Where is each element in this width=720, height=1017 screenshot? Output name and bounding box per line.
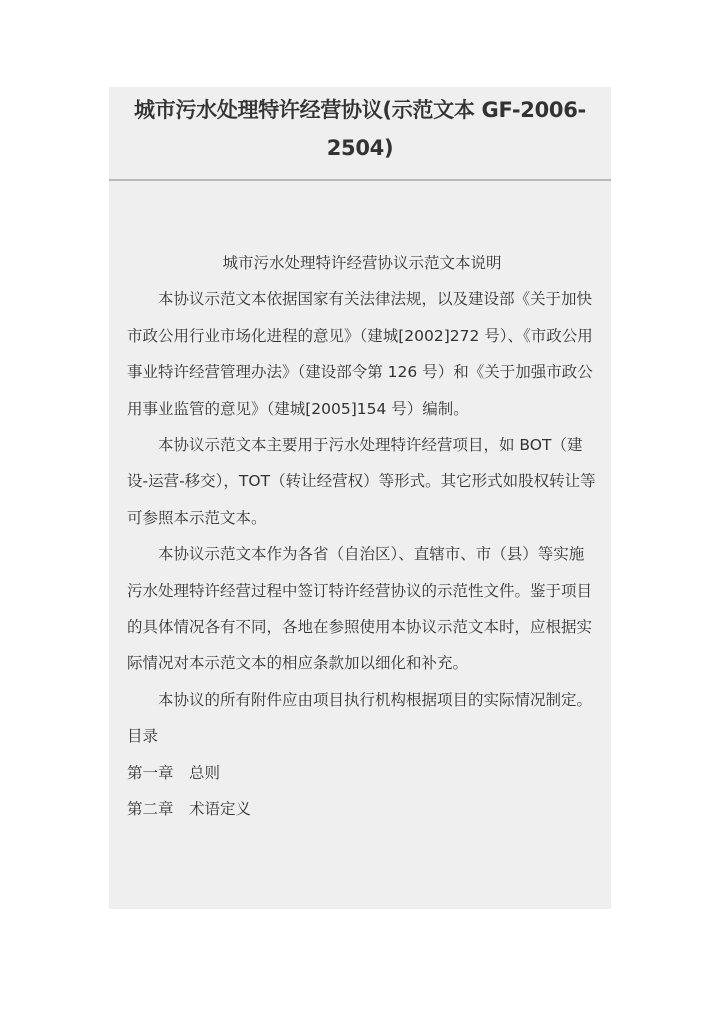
document-body [127, 245, 597, 828]
toc-item[interactable] [127, 791, 597, 827]
toc-item[interactable] [127, 755, 597, 791]
toc-chapter-name: 总则 [189, 763, 221, 782]
toc-chapter-name: 术语定义 [189, 800, 252, 819]
paragraph-scope: 本协议示范文本主要用于污水处理特许经营项目，如 BOT（建设-运营-移交），TOT（转让经营权）等形式。其它形式如股权转让等可参照本示范文本。 [127, 436, 596, 527]
document-panel [109, 87, 611, 909]
paragraph-purpose: 本协议示范文本作为各省（自治区）、直辖市、市（县）等实施污水处理特许经营过程中签订特许经营协议的示范性文件。鉴于项目的具体情况各有不同，各地在参照使用本协议示范文本时，应根据实际情况对本示范文本的相应条款加以细化和补充。 [127, 545, 593, 673]
toc-chapter-number: 第二章 [127, 800, 174, 819]
document-title: 城市污水处理特许经营协议(示范文本 GF-2006-2504) [134, 98, 586, 160]
paragraph-legal-basis: 本协议示范文本依据国家有关法律法规，以及建设部《关于加快市政公用行业市场化进程的意见》（建城[2002]272 号）、《市政公用事业特许经营管理办法》（建设部令第 126 号）和《关于加强市政公用事业监管的意见》（建城[2005]154 号）编制。 [127, 290, 593, 418]
title-block [109, 87, 611, 181]
toc-label: 目录 [127, 727, 159, 746]
paragraph-attachments: 本协议的所有附件应由项目执行机构根据项目的实际情况制定。 [158, 690, 593, 709]
toc-chapter-number: 第一章 [127, 763, 174, 782]
section-heading: 城市污水处理特许经营协议示范文本说明 [222, 254, 502, 272]
